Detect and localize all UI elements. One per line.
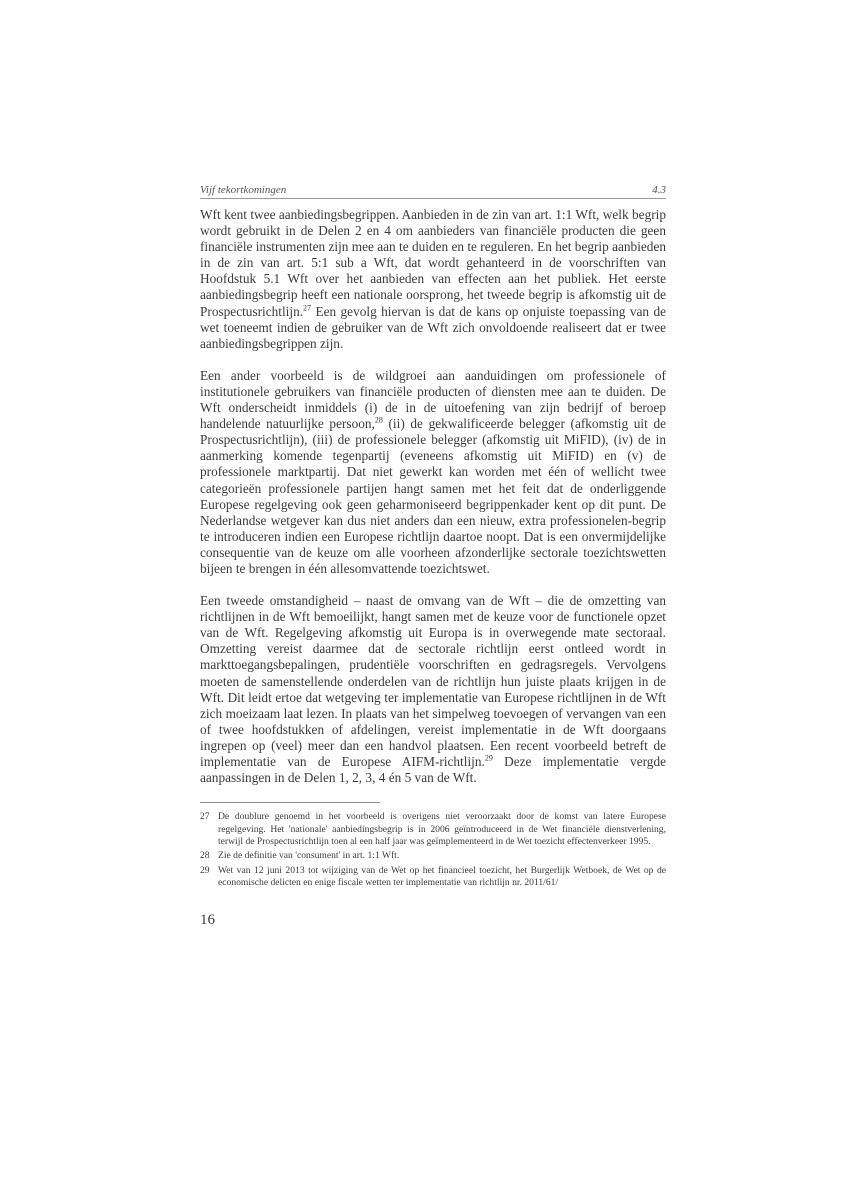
footnote-ref[interactable]: 27 [303,303,312,313]
footnote-ref[interactable]: 28 [374,415,383,425]
body-paragraph: Een tweede omstandigheid – naast de omvang van de Wft – die de omzetting van richtlijnen in de Wft bemoeilijkt, hangt samen met de keuze voor de functionele opzet van de Wft. Regelgeving afkomstig uit Europa is in overwegende mate sectoraal. Omzetting vereist daarmee dat de sectorale richtlijn eerst ontleed wordt in markttoegangsbepalingen, prudentiële voorschriften en gedragsregels. Vervolgens moeten de samenstellende onderdelen van de richtlijn hun juiste plaats krijgen in de Wft. Dit leidt ertoe dat wetgeving ter implementatie van Europese richtlijnen in de Wft zich moeizaam laat lezen. In plaats van het simpelweg toevoegen of vervangen van een of twee hoofdstukken of afdelingen, vereist implementatie in de Wft doorgaans ingrepen op (veel) meer dan een handvol plaatsen. Een recent voorbeeld betreft de implementatie van de Europese AIFM-richtlijn.$^{29}$ Deze implementatie vergde aanpassingen in de Delen 1, 2, 3, 4 én 5 van de Wft. [200,593,666,786]
footnote-number: 29 [200,864,210,876]
body-paragraph: Een ander voorbeeld is de wildgroei aan aanduidingen om professionele of institutionele gebruikers van financiële producten of diensten mee aan te duiden. De Wft onderscheidt inmiddels (i) de in de uitoefening van zijn bedrijf of beroep handelende natuurlijke persoon,$^{28}$ (ii) de gekwalificeerde belegger (afkomstig uit de Prospectusrichtlijn), (iii) de professionele belegger (afkomstig uit MiFID), (iv) de in aanmerking komende tegenpartij (eveneens afkomstig uit MiFID) en (v) de professionele marktpartij. Dat niet gewerkt kan worden met één of wellicht twee categorieën professionele partijen hangt samen met het feit dat de onderliggende Europese regelgeving ook geen geharmoniseerd begrippenkader kent op dit punt. De Nederlandse wetgever kan dus niet anders dan een nieuw, extra professionelen-begrip te introduceren indien een Europese richtlijn daartoe noopt. Dat is een onvermijdelijke consequentie van de keuze om alle voorheen afzonderlijke sectorale toezichtswetten bijeen te brengen in één allesomvattende toezichtswet. [200,367,667,576]
page-number: 16 [200,911,215,928]
footnote [200,850,666,862]
footnote-number: 28 [200,850,210,862]
footnote-text: De doublure genoemd in het voorbeeld is overigens niet veroorzaakt door de komst van latere Europese regelgeving. Het 'nationale' aanbiedingsbegrip is in 2006 geïntroduceerd in de Wet financiële dienstverlening, terwijl de Prospectusrichtlijn toen al een half jaar was geïmplementeerd in de Wet toezicht effectenverkeer 1995. [218,811,666,847]
body-paragraph: Wft kent twee aanbiedingsbegrippen. Aanbieden in de zin van art. 1:1 Wft, welk begrip wordt gebruikt in de Delen 2 en 4 om aanbieders van financiële producten die geen financiële instrumenten zijn mee aan te duiden en te reguleren. En het begrip aanbieden in de zin van art. 5:1 sub a Wft, dat wordt gehanteerd in de voorschriften van Hoofdstuk 5.1 Wft over het aanbieden van effecten aan het publiek. Het eerste aanbiedingsbegrip heeft een nationale oorsprong, het tweede begrip is afkomstig uit de Prospectusrichtlijn.$^{27}$ Een gevolg hiervan is dat de kans op onjuiste toepassing van de wet toeneemt indien de gebruiker van de Wft zich onvoldoende realiseert dat er twee aanbiedingsbegrippen zijn. [200,207,666,351]
footnote-divider [200,802,380,803]
footnote-text: Zie de definitie van 'consument' in art. 1:1 Wft. [218,850,400,862]
footnote-number: 27 [200,811,210,823]
running-header [200,184,666,199]
footnote-text: Wet van 12 juni 2013 tot wijziging van de Wet op het financieel toezicht, het Burgerlijk Wetboek, de Wet op de economische delicten en enige fiscale wetten ter implementatie van richtlijn nr. 2011/61/ [218,864,666,889]
footnote-ref[interactable]: 29 [484,753,493,763]
footnote [200,865,666,890]
book-page [200,184,666,929]
footnote [200,811,666,848]
section-number: 4.3 [652,184,666,196]
chapter-title: Vijf tekortkomingen [200,184,287,196]
